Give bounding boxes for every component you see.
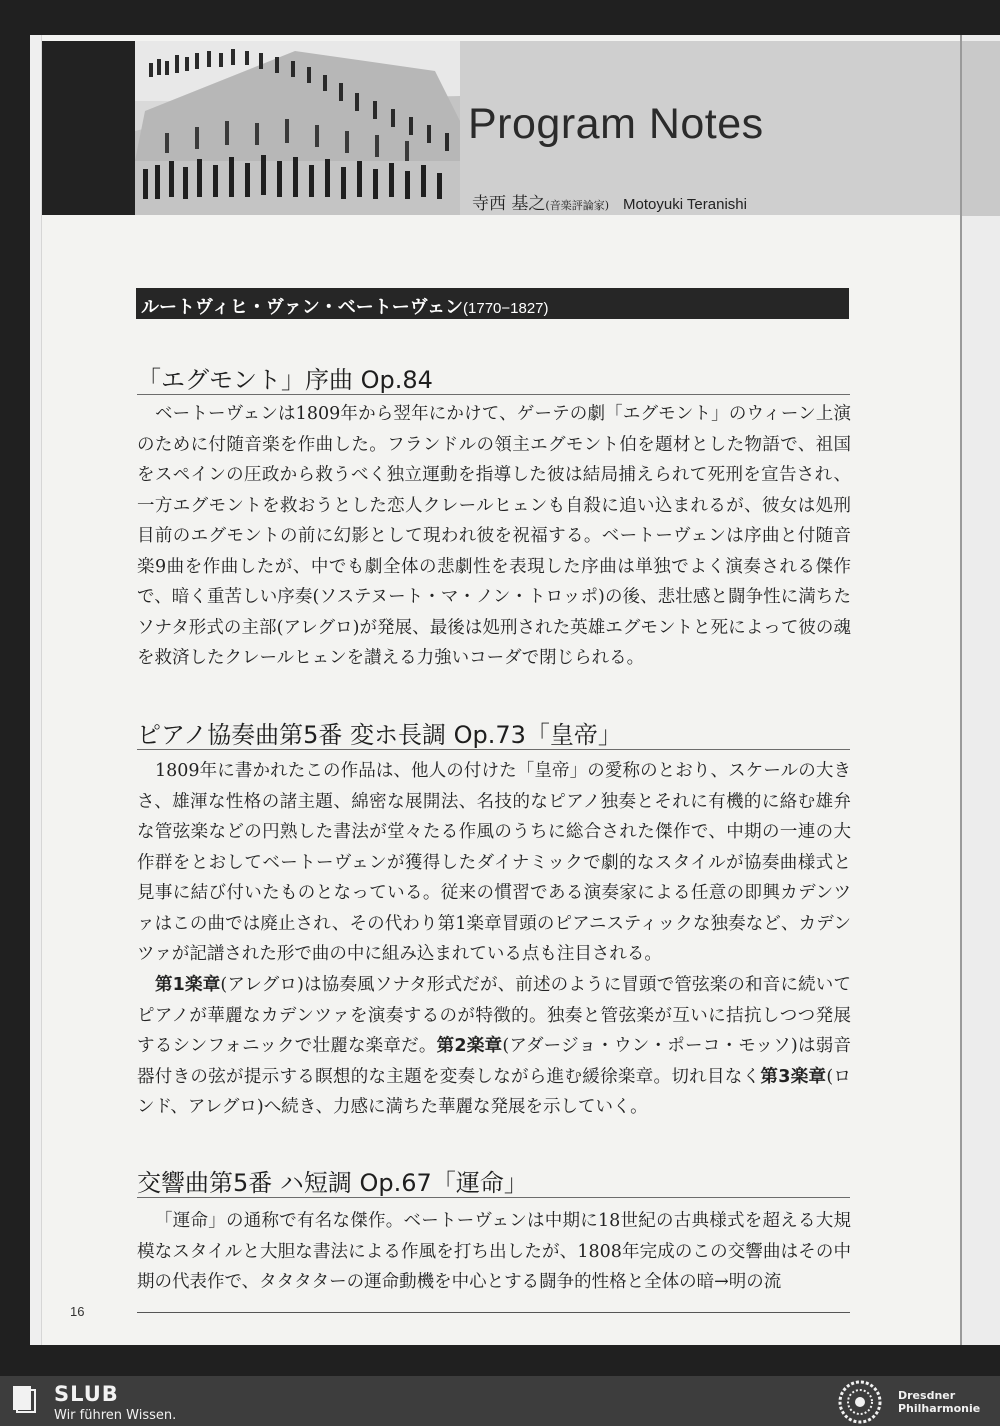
movement-1-label: 第1楽章 [155,975,221,995]
author-name-ja: 寺西 基之 [472,194,546,214]
partner-line-1: Dresdner [898,1389,956,1402]
footer-bar [0,1376,1000,1426]
paragraph-emperor-intro: 1809年に書かれたこの作品は、他人の付けた「皇帝」の愛称のとおり、スケールの大きさ、雄渾な性格の諸主題、綿密な展開法、名技的なピアノ独奏とそれに有機的に絡む雄弁な管弦楽などの円熟した書法が堂々たる作風のうちに総合された傑作で、中期の一連の大作群をとおしてベートーヴェンが獲得したダイナミックで劇的なスタイルが協奏曲様式と見事に結び付いたものとなっている。従来の慣習である演奏家による任意の即興カデンツァはこの曲では廃止され、その代わり第1楽章冒頭のピアニスティックな独奏など、カデンツァが記譜された形で曲の中に組み込まれている点も注目される。 [137,761,851,964]
work-title-egmont: 「エグモント」序曲 Op.84 [137,366,433,394]
header-black-block [42,41,135,215]
paragraph-egmont: ベートーヴェンは1809年から翌年にかけて、ゲーテの劇「エグモント」のウィーン上演のために付随音楽を作曲した。フランドルの領主エグモント伯を題材とした物語で、祖国をスペインの圧政から救うべく独立運動を指導した彼は結局捕えられて死刑を宣告され、一方エグモントを救おうとした恋人クレールヒェンも自殺に追い込まれるが、彼女は処刑目前のエグモントの前に幻影として現われ彼を祝福する。ベートーヴェンは序曲と付随音楽9曲を作曲したが、中でも劇全体の悲劇性を表現した序曲は単独でよく演奏される傑作で、暗く重苦しい序奏(ソステヌート・マ・ノン・トロッポ)の後、悲壮感と闘争性に満ちたソナタ形式の主部(アレグロ)が発展、最後は処刑された英雄エグモントと死によって彼の魂を救済したクレールヒェンを讃える力強いコーダで閉じられる。 [137,404,851,668]
author-name-en: Motoyuki Teranishi [623,196,747,213]
author-role: (音楽評論家) [545,199,609,212]
author-credit [472,189,747,214]
orchestra-photo [135,41,460,215]
library-tagline: Wir führen Wissen. [54,1408,177,1423]
movement-2-text: (アダージョ・ウン・ポーコ・モッソ)は弱音器付きの弦が提示する瞑想的な主題を変奏しながら進む緩徐楽章。切れ目なく [137,1036,851,1087]
next-page-edge [960,35,1000,1345]
movement-1-text: (アレグロ)は協奏風ソナタ形式だが、前述のように冒頭で管弦楽の和音に続いてピアノが華麗なカデンツァを演奏するのが特徴的。独奏と管弦楽が互いに拮抗しつつ発展するシンフォニックで壮麗な楽章だ。 [137,975,851,1056]
composer-years: (1770−1827) [463,300,549,317]
movement-3-text: (ロンド、アレグロ)へ続き、力感に満ちた華麗な発展を示していく。 [137,1066,851,1117]
philharmonie-logo-icon [838,1380,882,1424]
footer-rule [137,1312,850,1313]
section-divider [137,1197,850,1198]
library-name: SLUB [54,1382,119,1406]
work-title-emperor-concerto: ピアノ協奏曲第5番 変ホ長調 Op.73「皇帝」 [137,721,622,749]
page-sheet [42,35,960,1345]
paragraph-symphony-5: 「運命」の通称で有名な傑作。ベートーヴェンは中期に18世紀の古典様式を超える大規模なスタイルと大胆な書法による作風を打ち出したが、1808年完成のこの交響曲はその中期の代表作で、タタタターの運命動機を中心とする闘争的性格と全体の暗→明の流 [137,1211,851,1292]
movement-2-label: 第2楽章 [436,1036,503,1056]
work-title-symphony-5: 交響曲第5番 ハ短調 Op.67「運命」 [137,1169,528,1197]
section-divider [137,394,850,395]
composer-heading [136,288,849,319]
slub-logo-icon [12,1385,38,1413]
paragraph-emperor-movements [137,970,851,1123]
composer-name: ルートヴィヒ・ヴァン・ベートーヴェン [141,297,464,318]
section-divider [137,749,850,750]
previous-page-edge [30,35,42,1345]
movement-3-label: 第3楽章 [760,1066,827,1087]
partner-line-2: Philharmonie [898,1402,981,1415]
partner-name [898,1389,980,1415]
page-title: Program Notes [468,100,764,148]
page-number: 16 [70,1304,85,1319]
